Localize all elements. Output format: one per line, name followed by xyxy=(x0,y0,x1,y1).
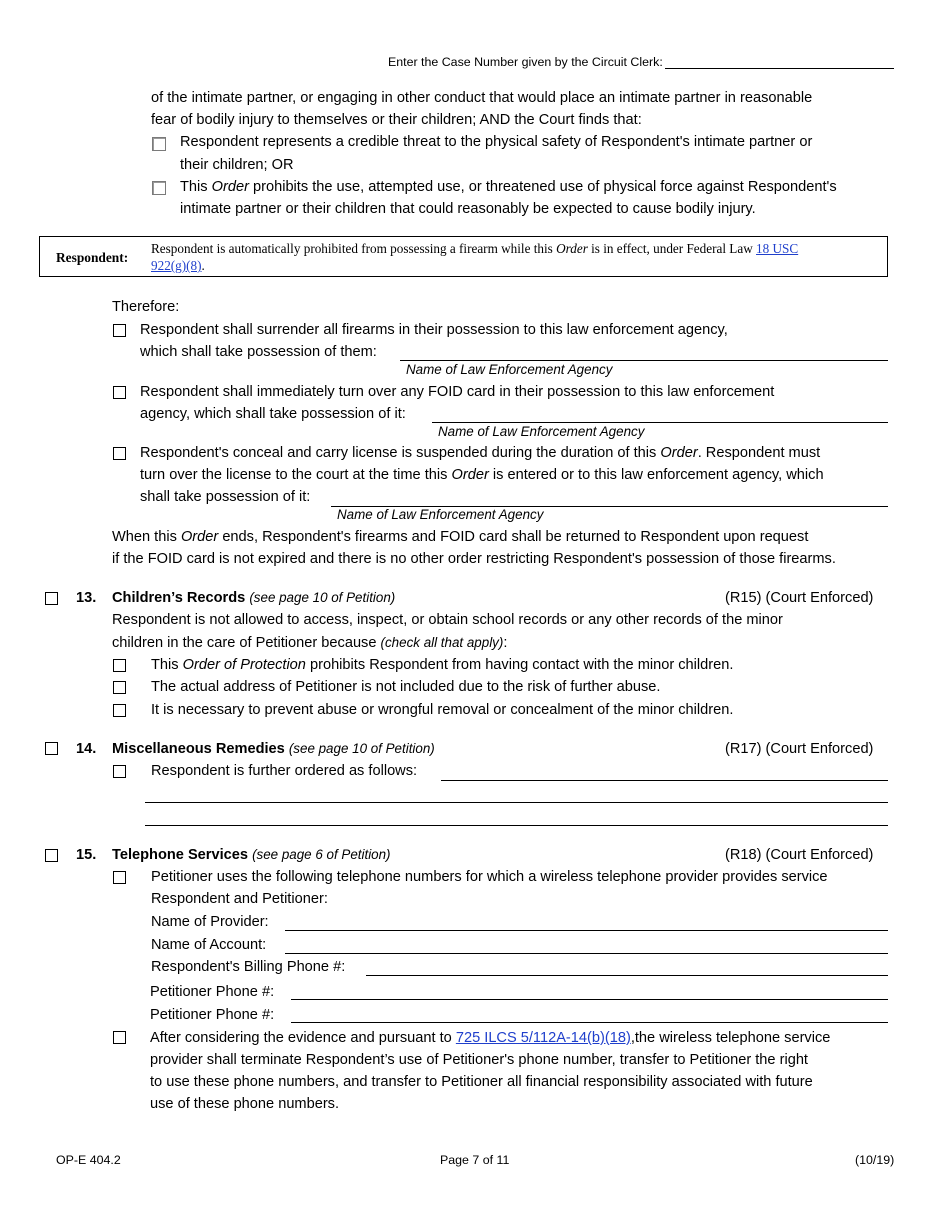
continuation-line: fear of bodily injury to themselves or their children; AND the Court finds that: xyxy=(151,112,642,128)
prevent-abuse-checkbox[interactable] xyxy=(113,704,126,717)
terminate-service-text: use of these phone numbers. xyxy=(150,1096,340,1112)
therefore-heading: Therefore: xyxy=(112,299,180,315)
conceal-carry-text: turn over the license to the court at the time this Order is entered or to this law enforcement agency, which xyxy=(140,467,824,483)
case-number-label: Enter the Case Number given by the Circuit Clerk: xyxy=(388,55,663,69)
further-ordered-field[interactable] xyxy=(145,825,888,826)
section-13-checkbox[interactable] xyxy=(45,592,58,605)
petitioner-phone-label: Petitioner Phone #: xyxy=(150,984,275,1000)
revision-date: (10/19) xyxy=(855,1153,895,1167)
foid-card-checkbox[interactable] xyxy=(113,386,126,399)
prohibits-force-text: This Order prohibits the use, attempted use, or threatened use of physical force against Respondent's xyxy=(180,179,837,195)
surrender-firearms-text: Respondent shall surrender all firearms in their possession to this law enforcement agency, xyxy=(140,322,728,338)
section-15-code: (R18) (Court Enforced) xyxy=(725,847,874,863)
billing-phone-label: Respondent's Billing Phone #: xyxy=(151,959,346,975)
federal-law-link[interactable]: 18 USC xyxy=(756,241,799,256)
no-contact-text: This Order of Protection prohibits Respondent from having contact with the minor children. xyxy=(151,657,734,673)
section-14-code: (R17) (Court Enforced) xyxy=(725,741,874,757)
agency-caption: Name of Law Enforcement Agency xyxy=(337,507,544,522)
form-id: OP-E 404.2 xyxy=(56,1153,121,1167)
foid-card-text: Respondent shall immediately turn over any FOID card in their possession to this law enforcement xyxy=(140,384,775,400)
case-number-field[interactable] xyxy=(665,68,894,69)
account-field[interactable] xyxy=(285,953,888,954)
petitioner-phone-field[interactable] xyxy=(291,999,888,1000)
notice-label: Respondent: xyxy=(56,250,129,265)
further-ordered-checkbox[interactable] xyxy=(113,765,126,778)
phone-numbers-text: Petitioner uses the following telephone numbers for which a wireless telephone provider provides service xyxy=(151,869,828,885)
terminate-service-text: provider shall terminate Respondent’s use of Petitioner's phone number, transfer to Petitioner the right xyxy=(150,1052,808,1068)
provider-label: Name of Provider: xyxy=(151,914,269,930)
no-contact-checkbox[interactable] xyxy=(113,659,126,672)
section-15-title: Telephone Services (see page 6 of Petition) xyxy=(112,847,391,863)
billing-phone-field[interactable] xyxy=(366,975,888,976)
section-15-number: 15. xyxy=(76,847,97,863)
further-ordered-field[interactable] xyxy=(145,802,888,803)
foid-card-text: agency, which shall take possession of it: xyxy=(140,406,406,422)
agency-caption: Name of Law Enforcement Agency xyxy=(438,424,645,439)
credible-threat-text: Respondent represents a credible threat to the physical safety of Respondent's intimate partner or xyxy=(180,134,813,150)
order-ends-text: if the FOID card is not expired and there is no other order restricting Respondent's possession of those firearms. xyxy=(112,551,836,567)
notice-text: 922(g)(8). xyxy=(151,258,205,273)
phone-numbers-checkbox[interactable] xyxy=(113,871,126,884)
section-13-code: (R15) (Court Enforced) xyxy=(725,590,874,606)
notice-text: Respondent is automatically prohibited from possessing a firearm while this Order is in effect, under Federal Law 18 USC xyxy=(151,241,799,256)
federal-law-link[interactable]: 922(g)(8) xyxy=(151,258,202,273)
further-ordered-text: Respondent is further ordered as follows: xyxy=(151,763,418,779)
address-withheld-text: The actual address of Petitioner is not included due to the risk of further abuse. xyxy=(151,679,661,695)
surrender-firearms-checkbox[interactable] xyxy=(113,324,126,337)
credible-threat-text: their children; OR xyxy=(180,157,294,173)
account-label: Name of Account: xyxy=(151,937,267,953)
conceal-carry-text: Respondent's conceal and carry license is suspended during the duration of this Order. Respondent must xyxy=(140,445,821,461)
conceal-carry-checkbox[interactable] xyxy=(113,447,126,460)
further-ordered-field[interactable] xyxy=(441,780,888,781)
terminate-service-text: to use these phone numbers, and transfer to Petitioner all financial responsibility associated with future xyxy=(150,1074,813,1090)
petitioner-phone-field[interactable] xyxy=(291,1022,888,1023)
section-14-title: Miscellaneous Remedies (see page 10 of Petition) xyxy=(112,741,435,757)
section-14-number: 14. xyxy=(76,741,97,757)
conceal-carry-text: shall take possession of it: xyxy=(140,489,311,505)
credible-threat-checkbox[interactable] xyxy=(152,137,166,151)
ilcs-link[interactable]: 725 ILCS 5/112A-14(b)(18) xyxy=(455,1030,631,1046)
provider-field[interactable] xyxy=(285,930,888,931)
section-13-number: 13. xyxy=(76,590,97,606)
agency-field[interactable] xyxy=(432,422,888,423)
petitioner-phone-label: Petitioner Phone #: xyxy=(150,1007,275,1023)
prohibits-force-text: intimate partner or their children that could reasonably be expected to cause bodily injury. xyxy=(180,201,756,217)
order-ends-text: When this Order ends, Respondent's firearms and FOID card shall be returned to Respondent upon request xyxy=(112,529,809,545)
section-15-checkbox[interactable] xyxy=(45,849,58,862)
section-13-title: Children’s Records (see page 10 of Petition) xyxy=(112,590,396,606)
prevent-abuse-text: It is necessary to prevent abuse or wrongful removal or concealment of the minor children. xyxy=(151,702,734,718)
continuation-line: of the intimate partner, or engaging in other conduct that would place an intimate partner in reasonable xyxy=(151,90,813,106)
section-13-text: children in the care of Petitioner because (check all that apply): xyxy=(112,635,508,651)
page-number: Page 7 of 11 xyxy=(440,1153,510,1167)
section-13-text: Respondent is not allowed to access, inspect, or obtain school records or any other records of the minor xyxy=(112,612,783,628)
federal-law-notice xyxy=(39,236,888,277)
prohibits-force-checkbox[interactable] xyxy=(152,181,166,195)
terminate-service-text: After considering the evidence and pursuant to 725 ILCS 5/112A-14(b)(18),the wireless telephone service xyxy=(150,1030,831,1046)
address-withheld-checkbox[interactable] xyxy=(113,681,126,694)
section-14-checkbox[interactable] xyxy=(45,742,58,755)
agency-field[interactable] xyxy=(400,360,888,361)
phone-numbers-text: Respondent and Petitioner: xyxy=(151,891,328,907)
surrender-firearms-text: which shall take possession of them: xyxy=(140,344,377,360)
agency-caption: Name of Law Enforcement Agency xyxy=(406,362,613,377)
terminate-service-checkbox[interactable] xyxy=(113,1031,126,1044)
